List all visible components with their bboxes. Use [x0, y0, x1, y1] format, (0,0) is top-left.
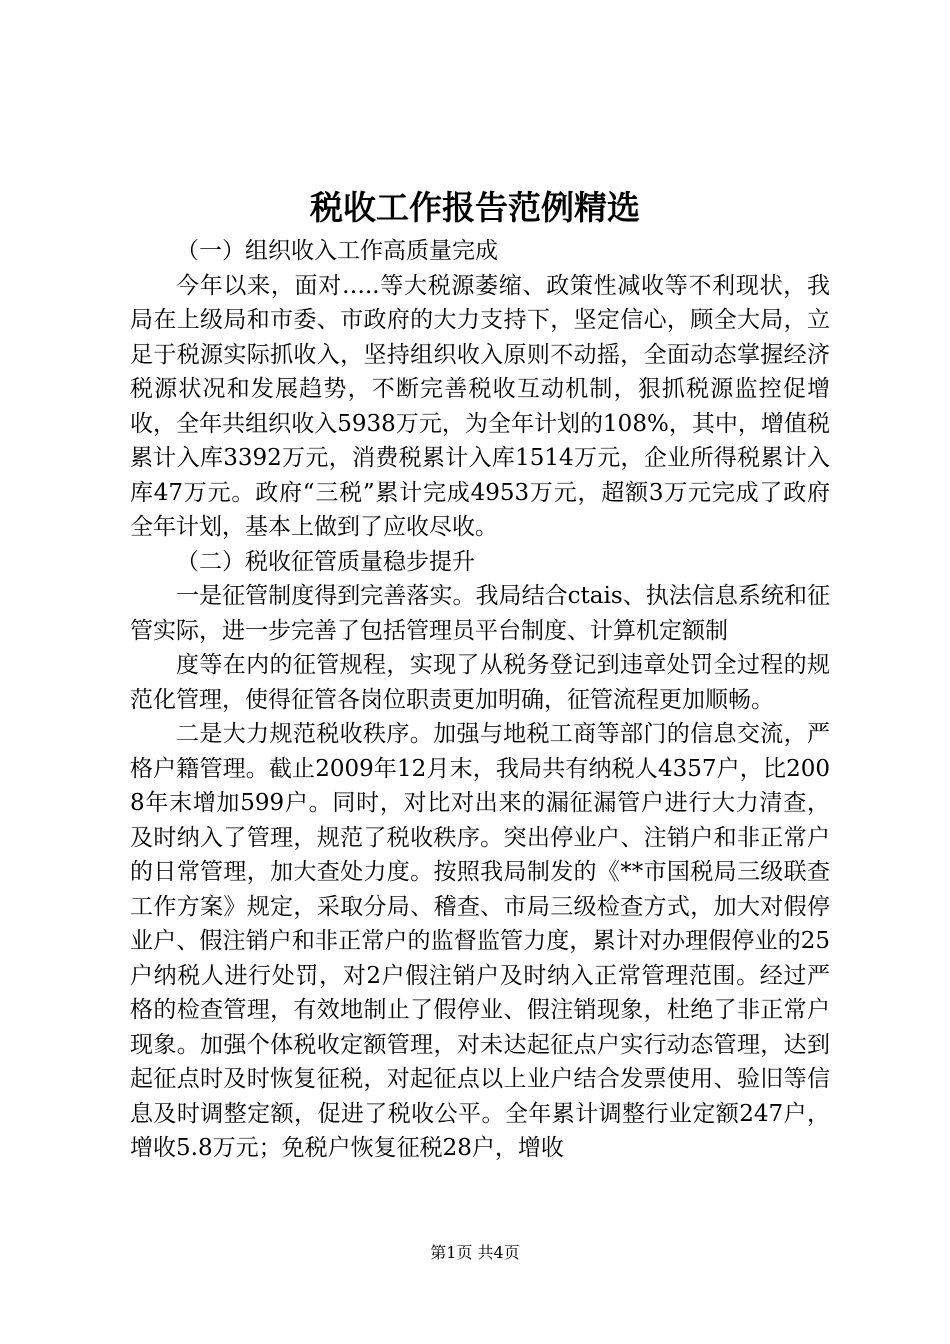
paragraph-system-2: 度等在内的征管规程，实现了从税务登记到违章处罚全过程的规范化管理，使得征管各岗位职责更加明确，征管流程更加顺畅。	[130, 652, 830, 713]
page-footer: 第1页 共4页	[430, 1243, 520, 1262]
paragraph-order: 二是大力规范税收秩序。加强与地税工商等部门的信息交流，严格户籍管理。截止2009年12月末，我局共有纳税人4357户，比2008年末增加599户。同时，对比对出来的漏征漏管户进行大力清查，及时纳入了管理，规范了税收秩序。突出停业户、注销户和非正常户的日常管理，加大查处力度。按照我局制发的《**市国税局三级联查工作方案》规定，采取分局、稽查、市局三级检查方式，加大对假停业户、假注销户和非正常户的监督监管力度，累计对办理假停业的25户纳税人进行处罚，对2户假注销户及时纳入正常管理范围。经过严格的检查管理，有效地制止了假停业、假注销现象，杜绝了非正常户现象。加强个体税收定额管理，对未达起征点户实行动态管理，达到起征点时及时恢复征税，对起征点以上业户结合发票使用、验旧等信息及时调整定额，促进了税收公平。全年累计调整行业定额247户，增收5.8万元；免税户恢复征税28户，增收	[130, 721, 830, 1161]
section-heading-1: （一）组织收入工作高质量完成	[176, 238, 498, 264]
paragraph-system-1: 一是征管制度得到完善落实。我局结合ctais、执法信息系统和征管实际，进一步完善了包括管理员平台制度、计算机定额制	[130, 583, 830, 644]
paragraph-revenue: 今年以来，面对…..等大税源萎缩、政策性减收等不利现状，我局在上级局和市委、市政府的大力支持下，坚定信心，顾全大局，立足于税源实际抓收入，坚持组织收入原则不动摇，全面动态掌握经济税源状况和发展趋势，不断完善税收互动机制，狠抓税源监控促增收，全年共组织收入5938万元，为全年计划的108%，其中，增值税累计入库3392万元，消费税累计入库1514万元，企业所得税累计入库47万元。政府“三税”累计完成4953万元，超额3万元完成了政府全年计划，基本上做到了应收尽收。	[130, 272, 830, 540]
document-title: 税收工作报告范例精选	[310, 188, 640, 227]
document-body	[130, 234, 830, 1166]
section-heading-2: （二）税收征管质量稳步提升	[176, 548, 475, 575]
